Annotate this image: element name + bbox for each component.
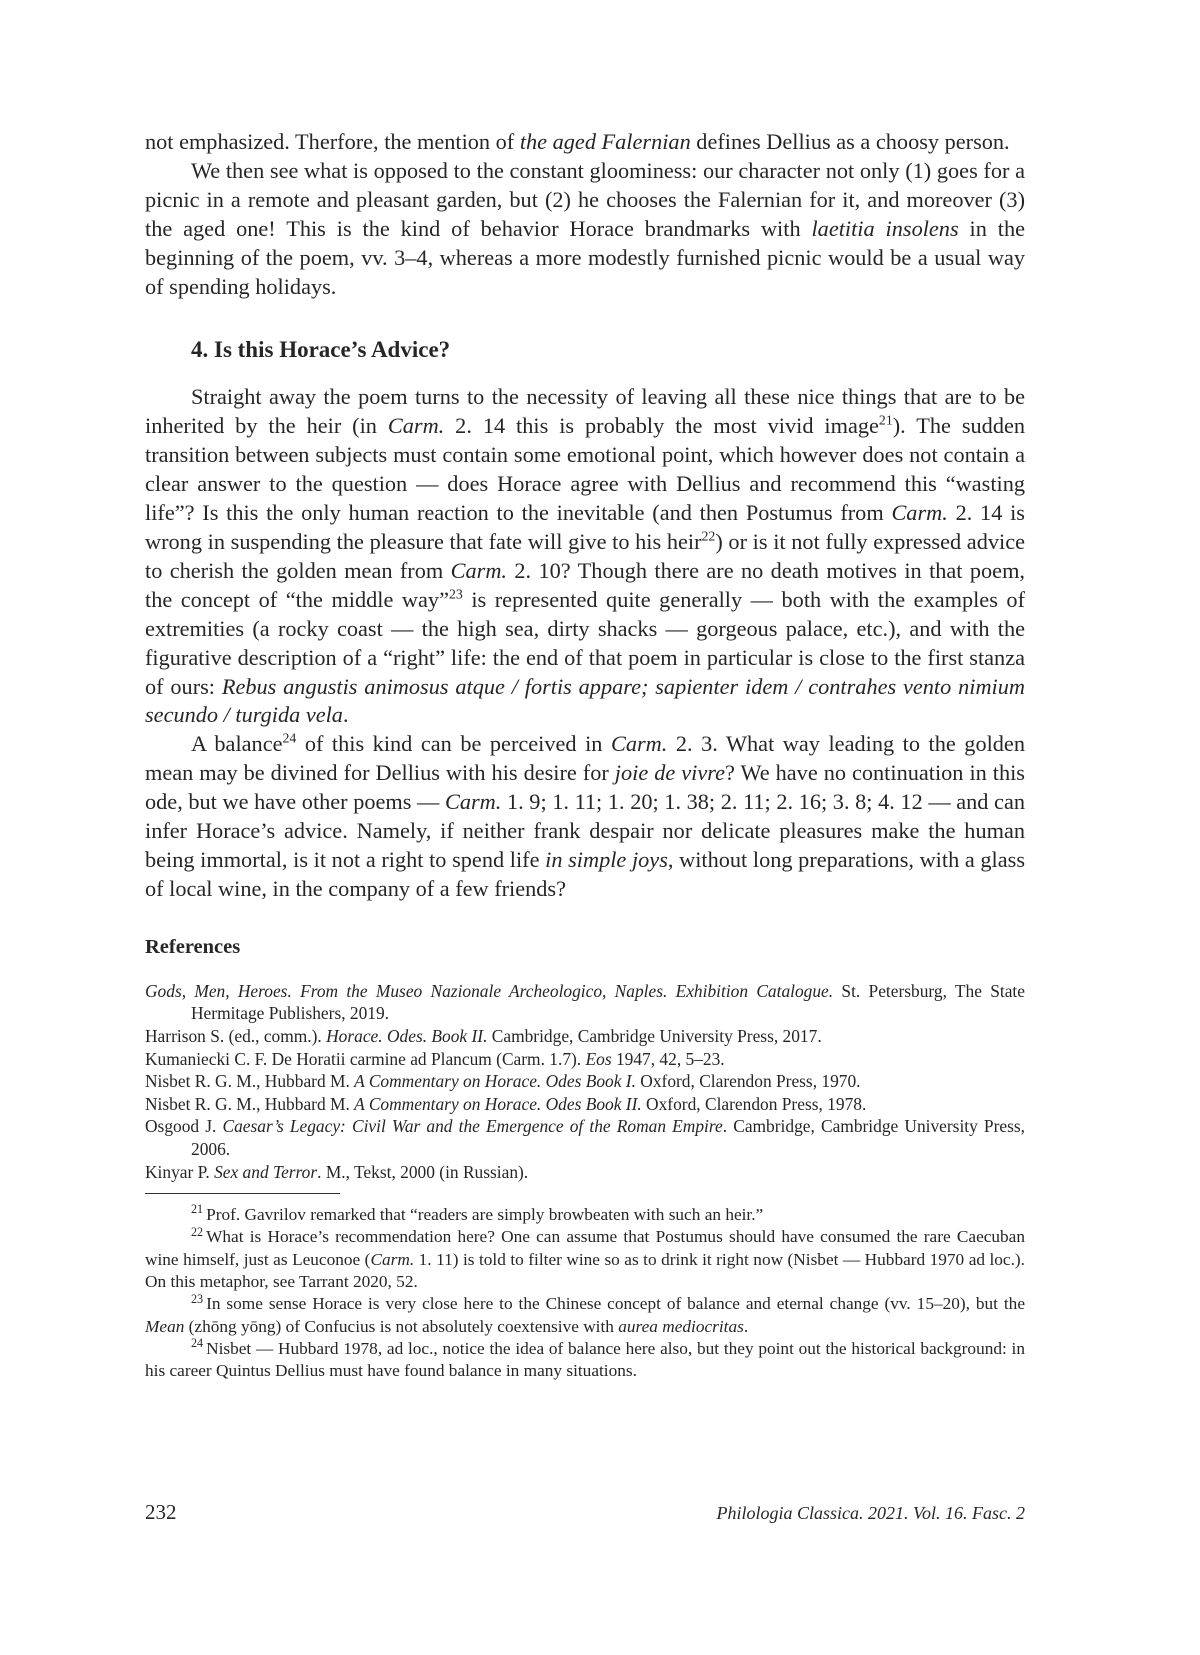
paragraph: A balance$^{24}$ of this kind can be perceived in Carm. 2. 3. What way leading to the golden mean may be divined for Dellius with his desire for joie de vivre? We have no continuation in this ode, but we have other poems — Carm. 1. 9; 1. 11; 1. 20; 1. 38; 2. 11; 2. 16; 3. 8; 4. 12 — and can infer Horace’s advice. Namely, if neither frank despair nor delicate pleasures make the human being immortal, is it not a right to spend life in simple joys, without long preparations, with a glass of local wine, in the company of a few friends? bbox=[145, 730, 1025, 901]
footnote: $^{23}$ In some sense Horace is very close here to the Chinese concept of balance and eternal change (vv. 15–20), but the Mean (zhōng yōng) of Confucius is not absolutely coextensive with aurea mediocritas. bbox=[145, 1291, 1025, 1336]
italic-text: Caesar’s Legacy: Civil War and the Emergence of the Roman Empire bbox=[222, 1116, 723, 1137]
italic-text: Carm. bbox=[370, 1249, 415, 1269]
italic-text: aurea mediocritas bbox=[618, 1316, 744, 1336]
reference-item: Kinyar P. Sex and Terror. M., Tekst, 2000 (in Russian). bbox=[145, 1161, 529, 1182]
footnote-marker: 21 bbox=[191, 1202, 204, 1217]
footnote-marker: 24 bbox=[282, 730, 297, 746]
references-heading: References bbox=[145, 935, 241, 958]
italic-text: the aged Falernian bbox=[519, 129, 691, 154]
page-number: 232 bbox=[145, 1500, 177, 1524]
italic-text: Carm. bbox=[610, 731, 668, 757]
italic-text: joie de vivre bbox=[614, 760, 725, 786]
footnote-marker: 23 bbox=[191, 1291, 204, 1306]
italic-text: Mean bbox=[145, 1316, 185, 1336]
paragraph: Straight away the poem turns to the necessity of leaving all these nice things that are to be inherited by the heir (in Carm. 2. 14 this is probably the most vivid image$^{21}$). The sudden transition between subjects must contain some emotional point, which however does not contain a clear answer to the question — does Horace agree with Dellius and recommend this “wasting life”? Is this the only human reaction to the inevitable (and then Postumus from Carm. 2. 14 is wrong in suspending the pleasure that fate will give to his heir$^{22}$) or is it not fully expressed advice to cherish the golden mean from Carm. 2. 10? Though there are no death motives in that poem, the concept of “the middle way”$^{23}$ is represented quite generally — both with the examples of extremities (a rocky coast — the high sea, dirty shacks — gorgeous palace, etc.), and with the figurative description of a “right” life: the end of that poem in particular is close to the first stanza of ours: Rebus angustis animosus atque / fortis appare; sapienter idem / contrahes vento nimium secundo / turgida vela. bbox=[145, 384, 1026, 728]
footnote-marker: 23 bbox=[448, 586, 463, 602]
footnote-rule bbox=[145, 1193, 340, 1194]
italic-text: Carm. bbox=[891, 500, 948, 526]
footnote-marker: 24 bbox=[191, 1336, 204, 1351]
footnotes-list bbox=[145, 1204, 1025, 1382]
reference-item: Nisbet R. G. M., Hubbard M. A Commentary on Horace. Odes Book II. Oxford, Clarendon Press, 1978. bbox=[145, 1093, 867, 1114]
page-footer bbox=[145, 1500, 1025, 1525]
paragraph: We then see what is opposed to the constant gloominess: our character not only (1) goes for a picnic in a remote and pleasant garden, but (2) he chooses the Falernian for it, and moreover (3) the aged one! This is the kind of behavior Horace brandmarks with laetitia insolens in the beginning of the poem, vv. 3–4, whereas a more modestly furnished picnic would be a usual way of spending holidays. bbox=[145, 157, 1026, 299]
italic-text: Carm. bbox=[450, 557, 507, 583]
footnote: $^{24}$ Nisbet — Hubbard 1978, ad loc., notice the idea of balance here also, but they point out the historical background: in his career Quintus Dellius must have found balance in many situations. bbox=[145, 1336, 1025, 1381]
references-list bbox=[145, 980, 1025, 1183]
footnote: $^{21}$ Prof. Gavrilov remarked that “readers are simply browbeaten with such an heir.” bbox=[191, 1202, 764, 1225]
paragraph: not emphasized. Therfore, the mention of the aged Falernian defines Dellius as a choosy person. bbox=[145, 129, 1010, 154]
body-text-section bbox=[145, 383, 1025, 903]
reference-item: Osgood J. Caesar’s Legacy: Civil War and the Emergence of the Roman Empire. Cambridge, Cambridge University Press, 2006. bbox=[145, 1116, 1025, 1159]
italic-text: Sex and Terror bbox=[214, 1161, 318, 1182]
italic-text: Carm. bbox=[444, 789, 502, 815]
italic-text: Rebus angustis animosus atque / fortis appare; sapienter idem / contrahes vento nimium secundo / turgida vela bbox=[145, 673, 1025, 728]
italic-text: Horace. Odes. Book II. bbox=[326, 1025, 488, 1046]
italic-text: A Commentary on Horace. Odes Book I. bbox=[354, 1071, 636, 1092]
italic-text: A Commentary on Horace. Odes Book II. bbox=[354, 1093, 642, 1114]
section-heading: 4. Is this Horace’s Advice? bbox=[191, 337, 451, 363]
italic-text: in simple joys bbox=[545, 846, 668, 872]
reference-item: Gods, Men, Heroes. From the Museo Nazionale Archeologico, Naples. Exhibition Catalogue. St. Petersburg, The State Hermitage Publishers, 2019. bbox=[145, 980, 1025, 1024]
footnote-marker: 21 bbox=[878, 412, 893, 428]
journal-citation: Philologia Classica. 2021. Vol. 16. Fasc. 2 bbox=[716, 1503, 1025, 1523]
reference-item: Harrison S. (ed., comm.). Horace. Odes. Book II. Cambridge, Cambridge University Press, 2017. bbox=[145, 1025, 822, 1046]
italic-text: Eos bbox=[585, 1048, 612, 1069]
footnote-marker: 22 bbox=[191, 1224, 204, 1239]
footnote-marker: 22 bbox=[701, 528, 716, 544]
body-text-top bbox=[145, 128, 1025, 301]
italic-text: Gods, Men, Heroes. From the Museo Nazionale Archeologico, Naples. Exhibition Catalogue. bbox=[145, 980, 834, 1001]
italic-text: laetitia insolens bbox=[811, 215, 959, 241]
italic-text: Carm. bbox=[387, 413, 445, 439]
reference-item: Kumaniecki C. F. De Horatii carmine ad Plancum (Carm. 1.7). Eos 1947, 42, 5–23. bbox=[145, 1048, 725, 1069]
page-content bbox=[145, 128, 1025, 1382]
footnote: $^{22}$ What is Horace’s recommendation here? One can assume that Postumus should have consumed the rare Caecuban wine himself, just as Leuconoe (Carm. 1. 11) is told to filter wine so as to drink it right now (Nisbet — Hubbard 1970 ad loc.). On this metaphor, see Tarrant 2020, 52. bbox=[145, 1224, 1025, 1291]
reference-item: Nisbet R. G. M., Hubbard M. A Commentary on Horace. Odes Book I. Oxford, Clarendon Press, 1970. bbox=[145, 1071, 861, 1092]
